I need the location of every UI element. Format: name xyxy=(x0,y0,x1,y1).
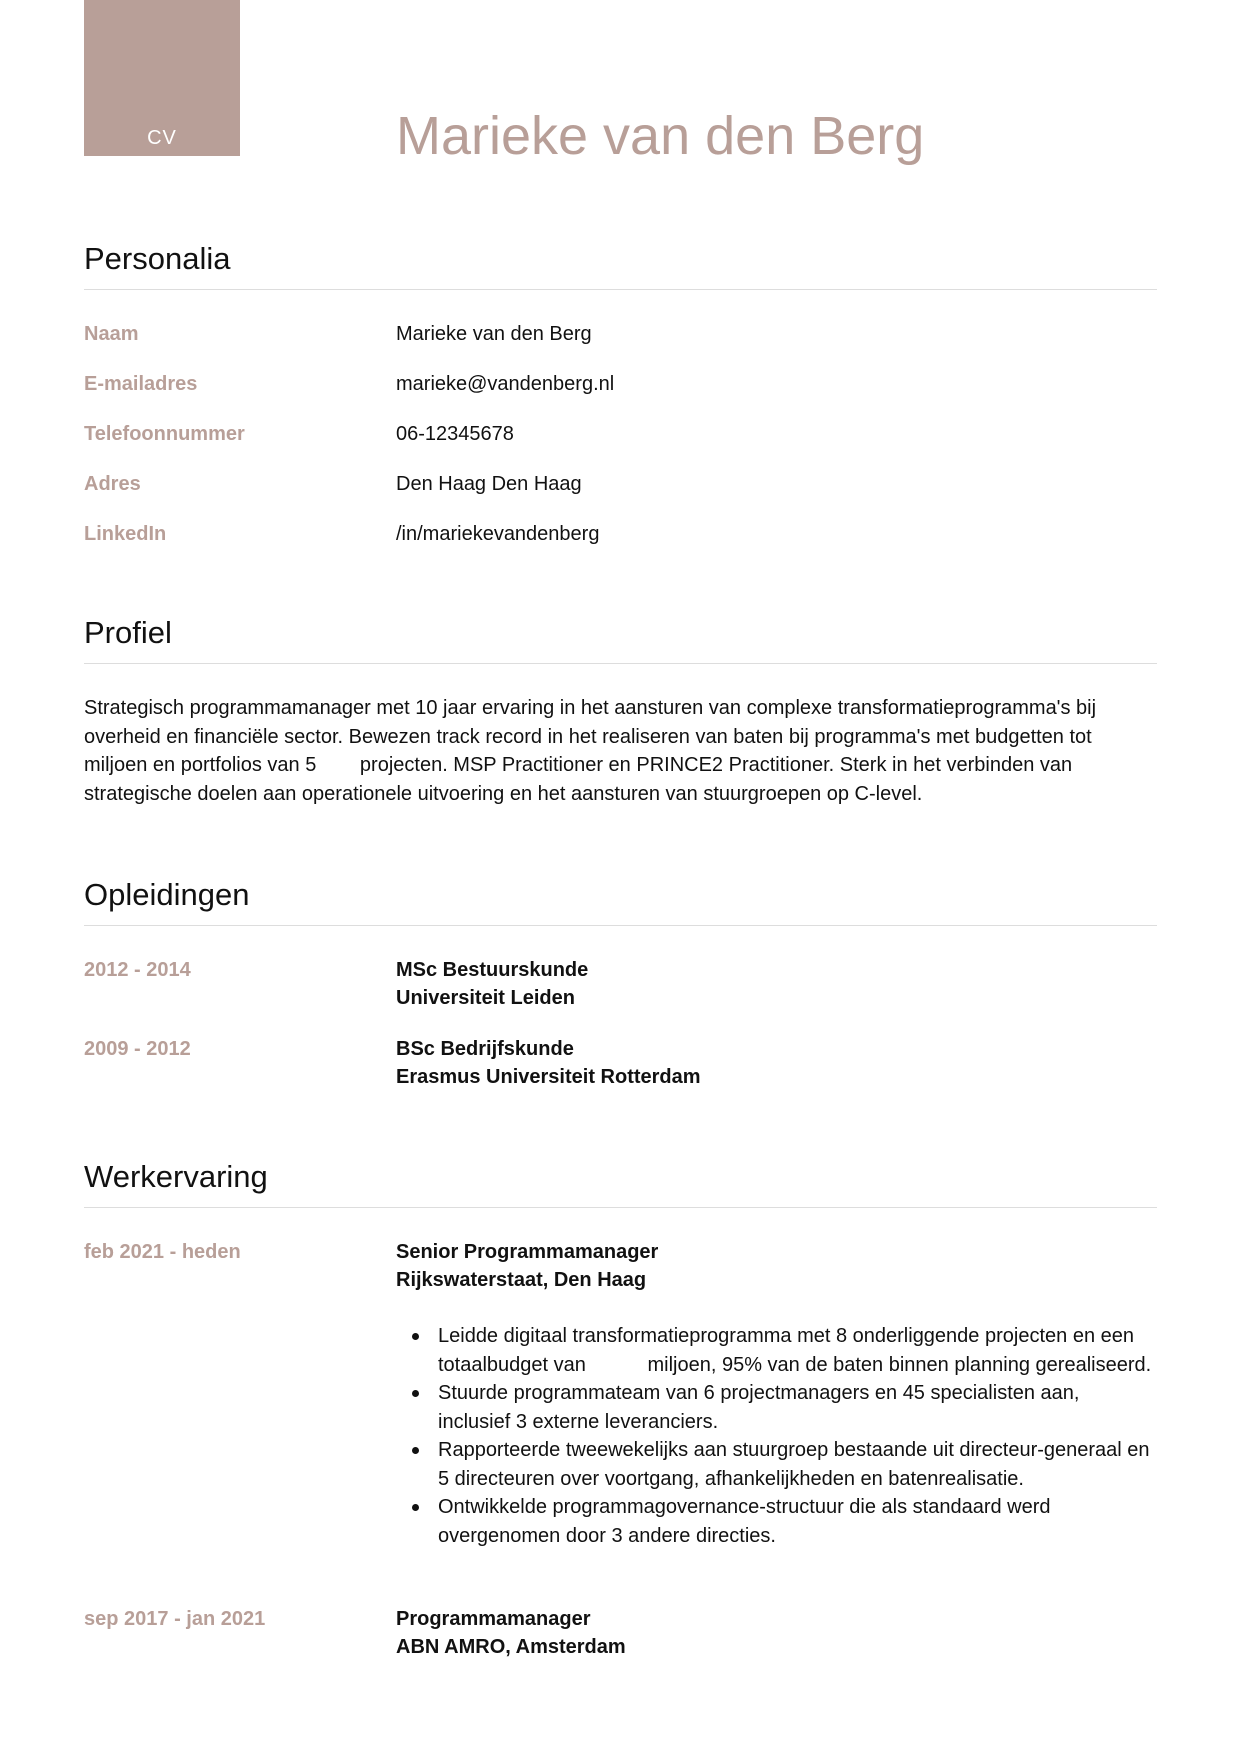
work-company: Rijkswaterstaat, Den Haag xyxy=(396,1269,647,1291)
duty-text: Rapporteerde tweewekelijks aan stuurgroep bestaande uit directeur-generaal en 5 directeuren over voortgang, afhankelijkheden en batenrealisatie. xyxy=(438,1439,1150,1490)
education-degree: MSc Bestuurskunde xyxy=(396,959,589,981)
photo-placeholder xyxy=(84,0,240,156)
field-value: 06-12345678 xyxy=(396,423,514,445)
linkedin-link[interactable]: /in/mariekevandenberg xyxy=(396,523,600,545)
work-duties-list xyxy=(396,1322,1157,1550)
email-link[interactable]: marieke@vandenberg.nl xyxy=(396,373,615,395)
section-title-opleidingen: Opleidingen xyxy=(84,876,1157,926)
profile-text-part: Strategisch programmamanager met 10 jaar ervaring in het aansturen van complexe transformatieprogramma's bij overheid en financiële sector. Bewezen track record in het realiseren van baten bij programma's met budgetten tot xyxy=(84,697,1097,748)
profile-paragraph xyxy=(84,694,1157,808)
duty-text: miljoen, 95% van de baten binnen planning gerealiseerd. xyxy=(647,1353,1152,1376)
page-title: Marieke van den Berg xyxy=(396,106,925,166)
field-label: Naam xyxy=(84,323,139,345)
work-role: Programmamanager xyxy=(396,1608,591,1630)
field-label: E-mailadres xyxy=(84,373,198,395)
field-value: Den Haag Den Haag xyxy=(396,473,582,495)
education-school: Universiteit Leiden xyxy=(396,987,575,1009)
section-opleidingen xyxy=(84,876,1157,1088)
duty-text: Leidde digitaal transformatieprogramma met 8 onderliggende projecten en een totaalbudget van xyxy=(438,1325,1134,1376)
education-period: 2012 - 2014 xyxy=(84,959,191,981)
field-label: Adres xyxy=(84,473,141,495)
photo-label: CV xyxy=(147,127,177,149)
list-item xyxy=(396,1493,1157,1550)
field-label: LinkedIn xyxy=(84,523,167,545)
section-werkervaring xyxy=(84,1158,1157,1658)
work-period: feb 2021 - heden xyxy=(84,1241,241,1263)
work-period: sep 2017 - jan 2021 xyxy=(84,1608,266,1630)
work-company: ABN AMRO, Amsterdam xyxy=(396,1636,626,1658)
profile-text-part: miljoen en portfolios van 5 xyxy=(84,754,317,776)
list-item xyxy=(396,1436,1157,1493)
section-title-profiel: Profiel xyxy=(84,614,1157,664)
education-school: Erasmus Universiteit Rotterdam xyxy=(396,1066,701,1088)
profile-text-part: projecten. MSP Practitioner en PRINCE2 Practitioner. Sterk in het verbinden van strategische doelen aan operationele uitvoering en het aansturen van stuurgroepen op C-level. xyxy=(84,754,1073,805)
section-profiel xyxy=(84,614,1157,805)
section-personalia xyxy=(84,240,1157,545)
work-role: Senior Programmamanager xyxy=(396,1241,659,1263)
field-value: Marieke van den Berg xyxy=(396,323,592,345)
section-title-werkervaring: Werkervaring xyxy=(84,1158,1157,1208)
education-degree: BSc Bedrijfskunde xyxy=(396,1038,574,1060)
section-title-personalia: Personalia xyxy=(84,240,1157,290)
education-period: 2009 - 2012 xyxy=(84,1038,191,1060)
duty-text: Stuurde programmateam van 6 projectmanagers en 45 specialisten aan, inclusief 3 externe leveranciers. xyxy=(438,1382,1080,1433)
list-item xyxy=(396,1322,1157,1379)
duty-text: Ontwikkelde programmagovernance-structuur die als standaard werd overgenomen door 3 andere directies. xyxy=(438,1496,1051,1547)
field-label: Telefoonnummer xyxy=(84,423,245,445)
list-item xyxy=(396,1379,1157,1436)
